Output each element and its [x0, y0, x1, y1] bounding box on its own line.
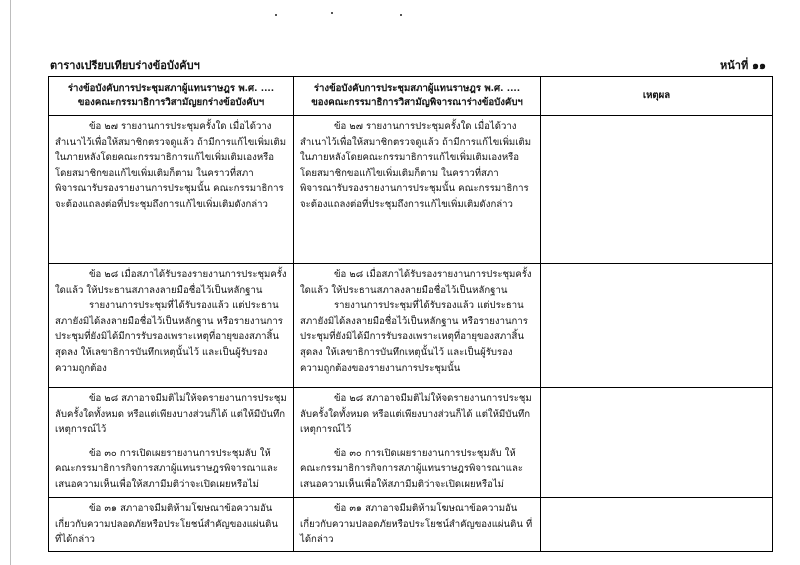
header-line: ร่างข้อบังคับการประชุมสภาผู้แทนราษฎร พ.ศ. .... [313, 83, 521, 94]
clause-text: รายงานการประชุมที่ได้รับรองแล้ว แต่ประธานสภายังมิได้ลงลายมือชื่อไว้เป็นหลักฐาน หรือรายงานการประชุมที่ยังมิได้มีการรับรองเพราะเหตุที่อายุของสภาสิ้นสุดลง ให้เลขาธิการบันทึกเหตุนั้นไว้ และเป็นผู้รับรองความถูกต้องของรายงานการประชุมนั้น [300, 300, 528, 374]
table-row [49, 116, 773, 264]
cell-review [294, 388, 541, 498]
header-line: เหตุผล [642, 90, 671, 101]
clause-text: ข้อ ๒๘ สภาอาจมีมติไม่ให้จดรายงานการประชุมลับครั้งใดทั้งหมด หรือแต่เพียงบางส่วนก็ได้ แต่ให้มีบันทึกเหตุการณ์ไว้ [300, 393, 532, 436]
scan-speck [275, 14, 277, 16]
table-row [49, 264, 773, 388]
table-header-row [49, 77, 773, 116]
cell-draft [49, 116, 294, 264]
clause-text: ข้อ ๓๐ การเปิดเผยรายงานการประชุมลับ ให้คณะกรรมาธิการกิจการสภาผู้แทนราษฎรพิจารณาและเสนอความเห็นเพื่อให้สภามีมติว่าจะเปิดเผยหรือไม่ [300, 447, 523, 490]
cell-review [294, 264, 541, 388]
header-line: ของคณะกรรมาธิการวิสามัญพิจารณาร่างข้อบังคับฯ [311, 97, 523, 108]
cell-reason [541, 264, 773, 388]
cell-draft [49, 498, 294, 552]
document-title: ตารางเปรียบเทียบร่างข้อบังคับฯ [50, 59, 200, 72]
cell-reason [541, 116, 773, 264]
table-row [49, 498, 773, 552]
clause-text: ข้อ ๒๗ รายงานการประชุมครั้งใด เมื่อได้วางสำเนาไว้เพื่อให้สมาชิกตรวจดูแล้ว ถ้ามีการแก้ไขเพิ่มเติมในภายหลังโดยคณะกรรมาธิการแก้ไขเพิ่มเติมเองหรือโดยสมาชิกขอแก้ไขเพิ่มเติมก็ตาม ในคราวที่สภาพิจารณารับรองรายงานการประชุมนั้น คณะกรรมาธิการจะต้องแถลงต่อที่ประชุมถึงการแก้ไขเพิ่มเติมดังกล่าว [55, 121, 287, 210]
header-line: ของคณะกรรมาธิการวิสามัญยกร่างข้อบังคับฯ [77, 97, 265, 108]
cell-draft [49, 264, 294, 388]
clause-text: ข้อ ๒๗ รายงานการประชุมครั้งใด เมื่อได้วางสำเนาไว้เพื่อให้สมาชิกตรวจดูแล้ว ถ้ามีการแก้ไขเพิ่มเติมในภายหลังโดยคณะกรรมาธิการแก้ไขเพิ่มเติมเองหรือโดยสมาชิกขอแก้ไขเพิ่มเติมก็ตาม ในคราวที่สภาพิจารณารับรองรายงานการประชุมนั้น คณะกรรมาธิการจะต้องแถลงต่อที่ประชุมถึงการแก้ไขเพิ่มเติมดังกล่าว [300, 121, 532, 210]
page-number: หน้าที่ ๑๑ [720, 59, 766, 72]
clause-text: รายงานการประชุมที่ได้รับรองแล้ว แต่ประธานสภายังมิได้ลงลายมือชื่อไว้เป็นหลักฐาน หรือรายงานการประชุมที่ยังมิได้มีการรับรองเพราะเหตุที่อายุของสภาสิ้นสุดลง ให้เลขาธิการบันทึกเหตุนั้นไว้ และเป็นผู้รับรองความถูกต้อง [55, 300, 283, 374]
comparison-table [48, 76, 773, 552]
clause-text: ข้อ ๓๐ การเปิดเผยรายงานการประชุมลับ ให้คณะกรรมาธิการกิจการสภาผู้แทนราษฎรพิจารณาและเสนอความเห็นเพื่อให้สภามีมติว่าจะเปิดเผยหรือไม่ [55, 447, 278, 490]
column-header-draft-committee [49, 77, 294, 116]
scan-speck [400, 14, 402, 16]
cell-draft [49, 388, 294, 498]
clause-text: ข้อ ๓๑ สภาอาจมีมติห้ามโฆษณาข้อความอันเกี่ยวกับความปลอดภัยหรือประโยชน์สำคัญของแผ่นดิน ที่ได้กล่าว [300, 503, 533, 546]
cell-reason [541, 498, 773, 552]
clause-text: ข้อ ๒๘ เมื่อสภาได้รับรองรายงานการประชุมครั้งใดแล้ว ให้ประธานสภาลงลายมือชื่อไว้เป็นหลักฐาน [55, 269, 287, 296]
header-line: ร่างข้อบังคับการประชุมสภาผู้แทนราษฎร พ.ศ. .... [67, 83, 275, 94]
clause-text: ข้อ ๓๑ สภาอาจมีมติห้ามโฆษณาข้อความอันเกี่ยวกับความปลอดภัยหรือประโยชน์สำคัญของแผ่นดิน ที่ได้กล่าว [55, 503, 278, 546]
clause-text: ข้อ ๒๘ เมื่อสภาได้รับรองรายงานการประชุมครั้งใดแล้ว ให้ประธานสภาลงลายมือชื่อไว้เป็นหลักฐาน [300, 269, 532, 296]
column-header-review-committee [294, 77, 541, 116]
clause-text: ข้อ ๒๘ สภาอาจมีมติไม่ให้จดรายงานการประชุมลับครั้งใดทั้งหมด หรือแต่เพียงบางส่วนก็ได้ แต่ให้มีบันทึกเหตุการณ์ไว้ [55, 393, 287, 436]
cell-review [294, 498, 541, 552]
scan-speck [331, 12, 333, 14]
scan-edge-line [10, 0, 11, 565]
column-header-reason [541, 77, 773, 116]
cell-reason [541, 388, 773, 498]
table-row [49, 388, 773, 498]
cell-review [294, 116, 541, 264]
